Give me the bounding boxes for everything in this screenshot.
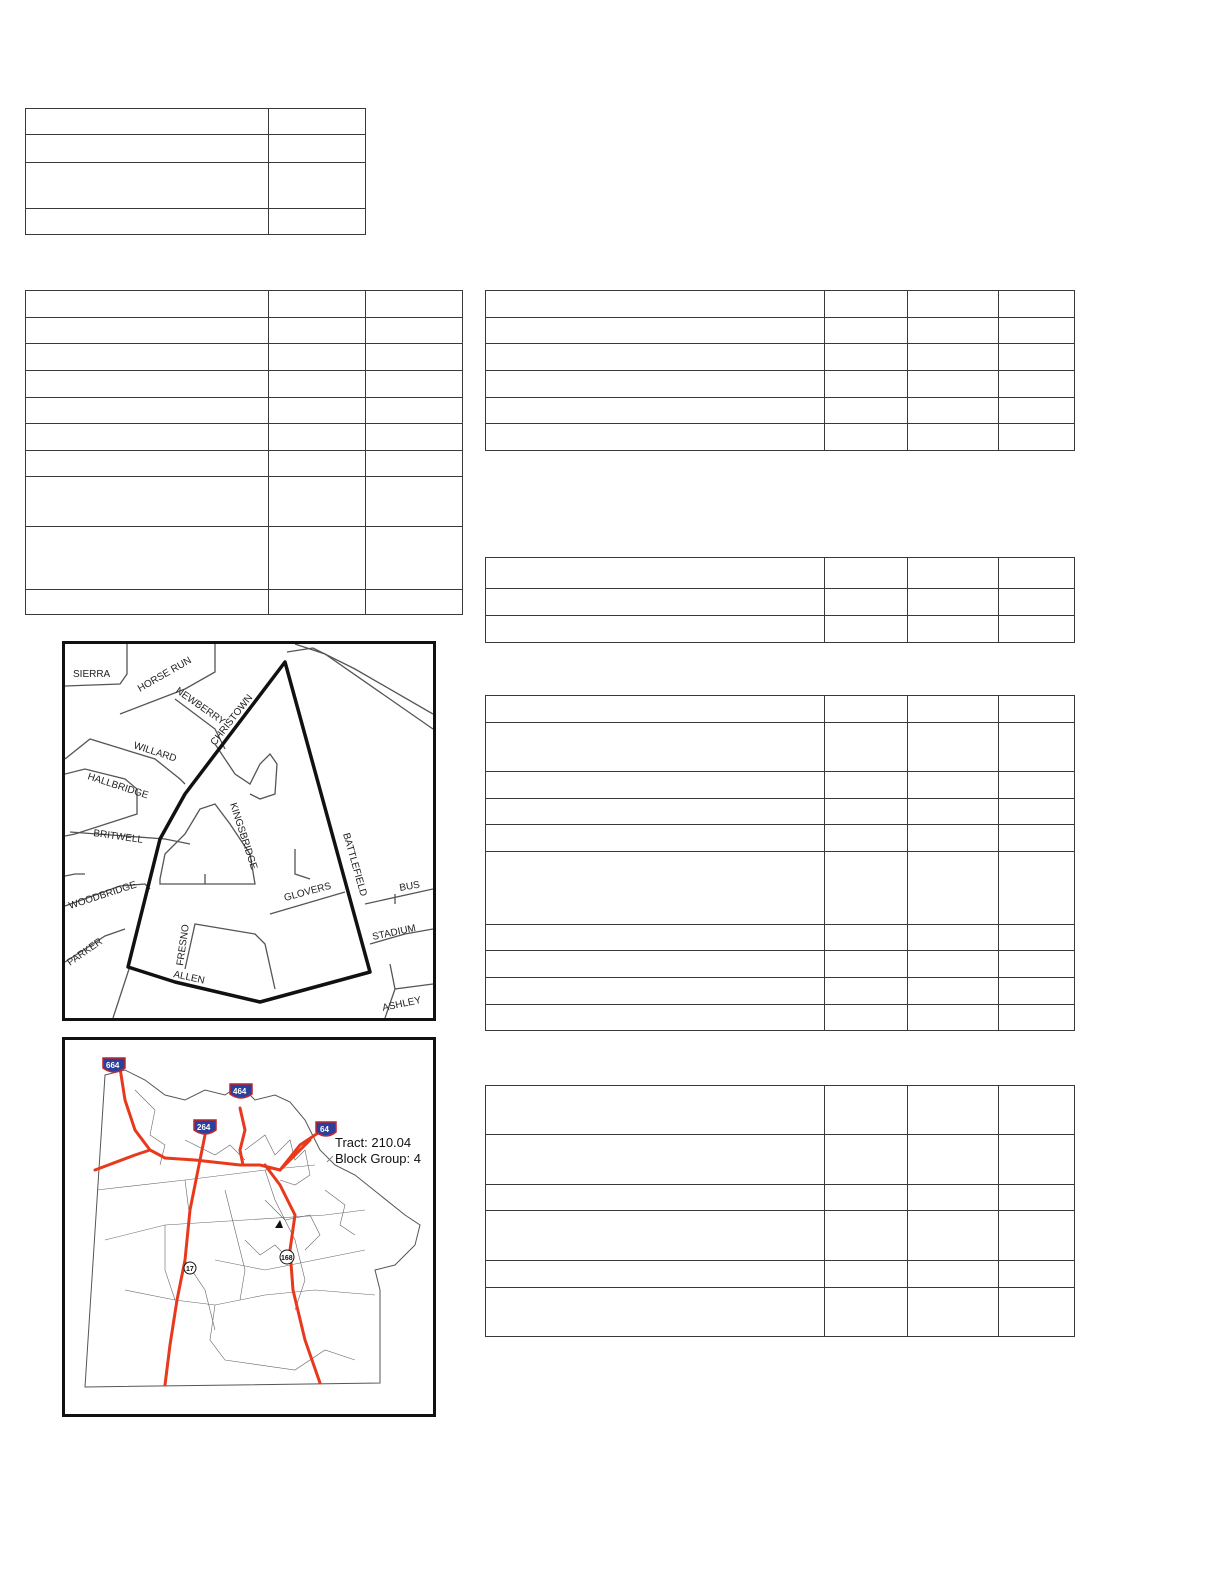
table-cell [26, 451, 269, 477]
table-cell [486, 1135, 825, 1185]
table-row [26, 135, 366, 163]
table-row [26, 477, 463, 527]
locator-map-drawing [65, 1040, 433, 1414]
table-cell [908, 1005, 999, 1031]
table-cell [825, 825, 908, 852]
table-cell [486, 852, 825, 925]
table-cell [825, 1185, 908, 1211]
table-cell [26, 424, 269, 451]
table-row [486, 291, 1075, 318]
table-cell [269, 398, 366, 424]
table-cell [366, 371, 463, 398]
table-cell [26, 344, 269, 371]
table-cell [825, 558, 908, 589]
table-cell [486, 951, 825, 978]
table-row [486, 616, 1075, 643]
table-row [26, 451, 463, 477]
table-cell [26, 135, 269, 163]
right-table-2 [485, 557, 1075, 643]
table-cell [999, 852, 1075, 925]
table-cell [825, 371, 908, 398]
table-cell [908, 616, 999, 643]
table-cell [486, 616, 825, 643]
table-cell [486, 925, 825, 951]
table-row [486, 1288, 1075, 1337]
street-label-parker: PARKER [65, 936, 105, 969]
table-row [486, 424, 1075, 451]
table-cell [26, 527, 269, 590]
table-cell [366, 344, 463, 371]
table-cell [269, 291, 366, 318]
table-row [486, 1261, 1075, 1288]
table-cell [26, 477, 269, 527]
table-cell [999, 1005, 1075, 1031]
locator-map [62, 1037, 436, 1417]
svg-text:168: 168 [281, 1255, 293, 1262]
street-label-britwell: BRITWELL [92, 828, 144, 846]
table-cell [269, 109, 366, 135]
interstate-664-shield [103, 1058, 125, 1072]
table-cell [908, 852, 999, 925]
table-cell [999, 799, 1075, 825]
table-cell [269, 163, 366, 209]
table-row [26, 209, 366, 235]
table-cell [486, 696, 825, 723]
table-cell [486, 1288, 825, 1337]
table-cell [999, 1288, 1075, 1337]
street-label-glovers: GLOVERS [282, 880, 333, 904]
table-row [486, 1135, 1075, 1185]
table-cell [999, 951, 1075, 978]
table-cell [999, 398, 1075, 424]
table-cell [999, 978, 1075, 1005]
table-cell [269, 527, 366, 590]
table-row [26, 590, 463, 615]
table-row [486, 772, 1075, 799]
table-cell [908, 589, 999, 616]
street-label-bus: BUS [398, 879, 421, 894]
table-cell [999, 825, 1075, 852]
table-cell [269, 371, 366, 398]
table-cell [26, 291, 269, 318]
table-cell [269, 424, 366, 451]
street-label-willard: WILLARD [132, 740, 178, 765]
street-label-horse-run: HORSE RUN [136, 655, 194, 695]
table-cell [908, 1261, 999, 1288]
interstate-64-shield [316, 1122, 336, 1136]
table-row [486, 978, 1075, 1005]
table-cell [825, 589, 908, 616]
table-cell [486, 723, 825, 772]
table-cell [825, 696, 908, 723]
table-cell [999, 772, 1075, 799]
table-cell [908, 344, 999, 371]
tract-label: Tract: 210.04 [335, 1135, 412, 1150]
table-cell [908, 1185, 999, 1211]
table-cell [825, 398, 908, 424]
table-cell [908, 723, 999, 772]
street-label-newberry: NEWBERRY [173, 685, 227, 728]
table-cell [269, 209, 366, 235]
table-cell [908, 291, 999, 318]
table-cell [366, 590, 463, 615]
table-cell [825, 291, 908, 318]
table-row [486, 1211, 1075, 1261]
table-row [26, 318, 463, 344]
table-cell [26, 398, 269, 424]
table-cell [269, 344, 366, 371]
table-cell [908, 558, 999, 589]
table-cell [999, 1135, 1075, 1185]
table-cell [825, 772, 908, 799]
table-cell [908, 925, 999, 951]
table-cell [26, 109, 269, 135]
street-label-fresno: FRESNO [175, 923, 192, 967]
table-cell [366, 318, 463, 344]
table-cell [366, 451, 463, 477]
svg-text:64: 64 [320, 1125, 329, 1134]
table-cell [26, 318, 269, 344]
table-row [486, 852, 1075, 925]
table-row [26, 344, 463, 371]
svg-text:664: 664 [106, 1061, 120, 1070]
table-cell [908, 1086, 999, 1135]
table-cell [26, 371, 269, 398]
right-table-1 [485, 290, 1075, 451]
table-row [486, 825, 1075, 852]
street-label-hallbridge: HALLBRIDGE [86, 771, 150, 802]
table-cell [908, 978, 999, 1005]
summary-table [25, 108, 366, 235]
table-cell [825, 1211, 908, 1261]
table-cell [825, 344, 908, 371]
table-cell [366, 398, 463, 424]
table-cell [366, 477, 463, 527]
table-cell [999, 318, 1075, 344]
table-row [26, 163, 366, 209]
table-cell [999, 925, 1075, 951]
svg-text:264: 264 [197, 1123, 211, 1132]
table-cell [486, 978, 825, 1005]
table-cell [999, 424, 1075, 451]
table-cell [908, 696, 999, 723]
table-cell [908, 1211, 999, 1261]
table-cell [908, 772, 999, 799]
street-label-christown: CHRISTOWN [208, 692, 256, 748]
street-label-battlefield: BATTLEFIELD [340, 831, 369, 898]
right-table-4 [485, 1085, 1075, 1337]
table-cell [999, 344, 1075, 371]
table-cell [486, 799, 825, 825]
table-cell [486, 1185, 825, 1211]
table-row [486, 558, 1075, 589]
table-cell [825, 951, 908, 978]
table-cell [26, 163, 269, 209]
table-row [486, 799, 1075, 825]
table-row [486, 696, 1075, 723]
table-row [26, 527, 463, 590]
table-cell [825, 852, 908, 925]
table-cell [825, 1005, 908, 1031]
table-cell [825, 925, 908, 951]
table-row [26, 398, 463, 424]
table-row [486, 925, 1075, 951]
table-row [486, 723, 1075, 772]
table-row [486, 951, 1075, 978]
tract-location-marker [275, 1220, 283, 1228]
table-cell [825, 799, 908, 825]
table-cell [999, 1211, 1075, 1261]
table-cell [825, 723, 908, 772]
street-label-kingsbridge: KINGSBRIDGE [227, 801, 260, 871]
table-cell [486, 589, 825, 616]
table-cell [366, 291, 463, 318]
route-168-marker [280, 1250, 294, 1264]
table-cell [908, 371, 999, 398]
table-row [486, 1185, 1075, 1211]
table-cell [486, 371, 825, 398]
table-cell [908, 799, 999, 825]
table-cell [908, 398, 999, 424]
street-map [62, 641, 436, 1021]
table-cell [26, 209, 269, 235]
route-17-marker [184, 1262, 196, 1274]
table-cell [908, 1288, 999, 1337]
table-cell [999, 1086, 1075, 1135]
interstate-264-shield [194, 1120, 216, 1134]
street-label-stadium: STADIUM [371, 922, 417, 943]
table-row [486, 344, 1075, 371]
table-cell [486, 398, 825, 424]
table-cell [999, 1185, 1075, 1211]
table-cell [486, 558, 825, 589]
table-cell [825, 1135, 908, 1185]
street-label-woodbridge: WOODBRIDGE [67, 879, 139, 912]
table-row [486, 398, 1075, 424]
table-row [26, 291, 463, 318]
table-cell [486, 1005, 825, 1031]
street-label-sierra: SIERRA [73, 669, 111, 680]
table-cell [825, 616, 908, 643]
table-cell [366, 527, 463, 590]
table-cell [999, 696, 1075, 723]
block-group-boundary [128, 662, 370, 1002]
svg-text:17: 17 [186, 1266, 194, 1273]
street-label-ashley: ASHLEY [381, 994, 423, 1014]
table-cell [486, 825, 825, 852]
table-cell [269, 590, 366, 615]
svg-text:464: 464 [233, 1087, 247, 1096]
table-cell [999, 616, 1075, 643]
table-cell [825, 318, 908, 344]
left-data-table [25, 290, 463, 615]
table-cell [486, 318, 825, 344]
table-cell [486, 1086, 825, 1135]
table-cell [908, 951, 999, 978]
street-map-drawing [65, 644, 433, 1018]
table-cell [999, 558, 1075, 589]
table-cell [825, 424, 908, 451]
table-cell [825, 1288, 908, 1337]
table-row [486, 318, 1075, 344]
table-cell [825, 978, 908, 1005]
block-group-label: Block Group: 4 [335, 1151, 421, 1166]
table-cell [999, 589, 1075, 616]
table-cell [908, 825, 999, 852]
table-row [486, 1005, 1075, 1031]
table-row [486, 1086, 1075, 1135]
table-cell [486, 772, 825, 799]
table-cell [825, 1086, 908, 1135]
table-cell [999, 291, 1075, 318]
table-cell [269, 477, 366, 527]
table-row [486, 589, 1075, 616]
table-cell [486, 291, 825, 318]
table-row [26, 371, 463, 398]
table-cell [366, 424, 463, 451]
table-cell [486, 1261, 825, 1288]
table-cell [999, 1261, 1075, 1288]
table-cell [999, 371, 1075, 398]
table-cell [999, 723, 1075, 772]
right-table-3 [485, 695, 1075, 1031]
table-cell [269, 135, 366, 163]
interstate-464-shield [230, 1084, 252, 1098]
table-row [26, 109, 366, 135]
table-row [486, 371, 1075, 398]
county-outline [85, 1070, 420, 1387]
table-cell [486, 424, 825, 451]
table-cell [269, 318, 366, 344]
table-cell [908, 1135, 999, 1185]
table-cell [908, 318, 999, 344]
table-row [26, 424, 463, 451]
table-cell [825, 1261, 908, 1288]
table-cell [908, 424, 999, 451]
table-cell [486, 1211, 825, 1261]
table-cell [486, 344, 825, 371]
table-cell [269, 451, 366, 477]
street-label-allen: ALLEN [172, 969, 206, 987]
table-cell [26, 590, 269, 615]
